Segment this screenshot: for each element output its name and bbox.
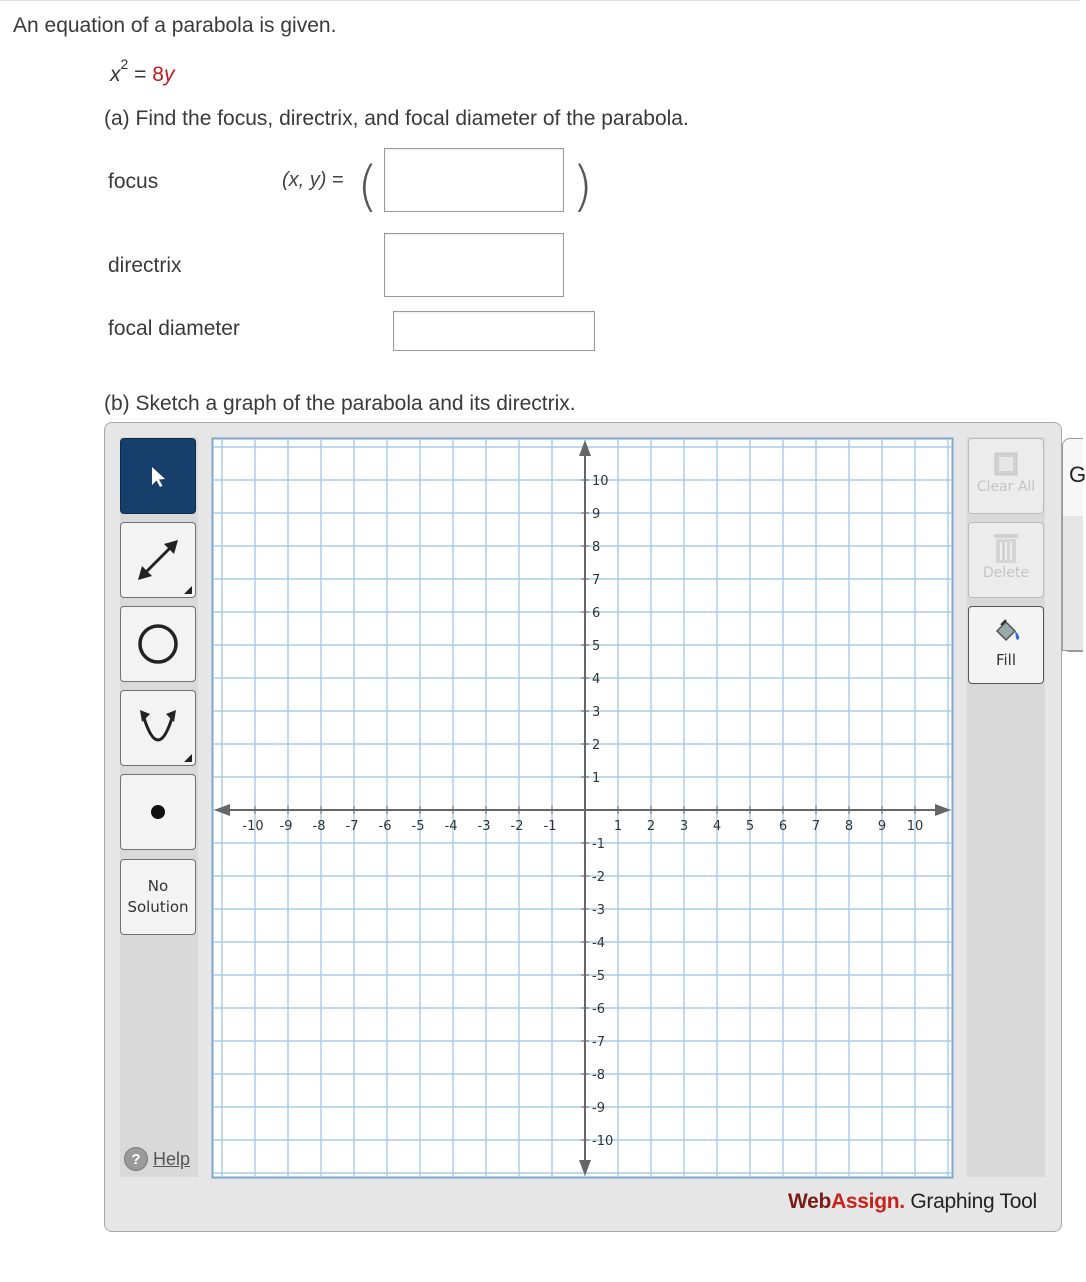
x-tick-label: -1 [543,819,557,834]
y-tick-label: 7 [592,573,601,588]
x-tick-label: 6 [778,819,788,834]
x-tick-label: 1 [613,819,623,834]
help-link[interactable] [124,1147,190,1171]
no-solution-line1: No [147,877,169,895]
close-paren: ) [572,155,594,218]
directrix-label: directrix [108,254,182,277]
x-tick-label: -8 [312,819,326,834]
clear-all-button[interactable] [968,438,1044,514]
x-tick-label: -7 [345,819,359,834]
x-tick-label: -5 [411,819,425,834]
help-icon: ? [124,1147,148,1171]
x-tick-label: 9 [877,819,887,834]
x-tick-label: -4 [444,819,458,834]
x-tick-label: -10 [242,819,264,834]
x-tick-label: 3 [679,819,689,834]
x-tick-label: 7 [811,819,821,834]
no-solution-button[interactable] [120,859,196,935]
parabola-equation: $x^2 = 8y$ [110,56,175,86]
submenu-triangle-icon [184,754,192,762]
double-arrow-line-icon [130,532,186,588]
y-tick-label: -6 [592,1002,605,1017]
grid-background [213,439,953,1178]
dot-icon [148,802,168,822]
question-prompt: An equation of a parabola is given. [13,14,337,37]
focus-xy-prefix: (x, y) = [282,169,344,191]
paint-bucket-icon [989,617,1023,647]
y-tick-label: 6 [592,606,601,621]
pointer-tool-button[interactable] [120,438,196,514]
y-tick-label: 10 [592,474,609,489]
x-tick-label: 10 [906,819,924,834]
x-tick-label: -2 [510,819,524,834]
y-tick-label: -3 [592,903,605,918]
directrix-input[interactable] [384,233,564,297]
open-paren: ( [357,155,379,218]
y-tick-label: -1 [592,837,605,852]
x-tick-label: 4 [712,819,722,834]
fill-button[interactable] [968,606,1044,684]
x-tick-label: -9 [279,819,293,834]
trash-icon [991,531,1021,565]
clear-all-icon [993,451,1019,477]
line-tool-button[interactable] [120,522,196,598]
point-tool-button[interactable] [120,774,196,850]
y-tick-label: -7 [592,1035,605,1050]
webassign-brand: WebAssign. Graphing Tool [788,1190,1037,1213]
clear-all-label: Clear All [976,479,1036,495]
y-tick-label: 4 [592,672,601,687]
y-tick-label: -5 [592,969,605,984]
y-tick-label: 3 [592,705,601,720]
focus-input[interactable] [384,148,564,212]
x-tick-label: 5 [745,819,755,834]
circle-tool-button[interactable] [120,606,196,682]
no-solution-line2: Solution [127,898,189,916]
y-tick-label: 1 [592,771,601,786]
y-tick-label: 2 [592,738,601,753]
y-tick-label: -2 [592,870,605,885]
fill-label: Fill [995,651,1017,669]
focus-label: focus [108,170,159,193]
circle-icon [134,620,182,668]
x-tick-label: -3 [477,819,491,834]
y-tick-label: -9 [592,1101,605,1116]
y-tick-label: -8 [592,1068,605,1083]
delete-label: Delete [983,565,1029,581]
focal-diameter-label: focal diameter [108,317,240,340]
side-tab-lower [1062,516,1083,651]
help-label: Help [153,1148,191,1169]
delete-button[interactable] [968,522,1044,598]
y-tick-label: 8 [592,540,601,555]
parabola-tool-button[interactable] [120,690,196,766]
top-divider [0,0,1080,1]
focal-diameter-input[interactable] [393,311,595,351]
y-tick-label: -10 [592,1134,614,1149]
part-a-instruction: (a) Find the focus, directrix, and focal diameter of the parabola. [104,107,689,130]
parabola-icon [130,700,186,756]
x-tick-label: 8 [844,819,854,834]
submenu-triangle-icon [184,586,192,594]
x-tick-label: -6 [378,819,392,834]
y-tick-label: 5 [592,639,601,654]
side-tab-letter: G [1069,462,1086,487]
y-tick-label: 9 [592,507,601,522]
coordinate-grid[interactable] [212,438,953,1178]
x-tick-label: 2 [646,819,656,834]
part-b-instruction: (b) Sketch a graph of the parabola and its directrix. [104,392,576,415]
y-tick-label: -4 [592,936,605,951]
arrow-pointer-icon [143,461,173,491]
